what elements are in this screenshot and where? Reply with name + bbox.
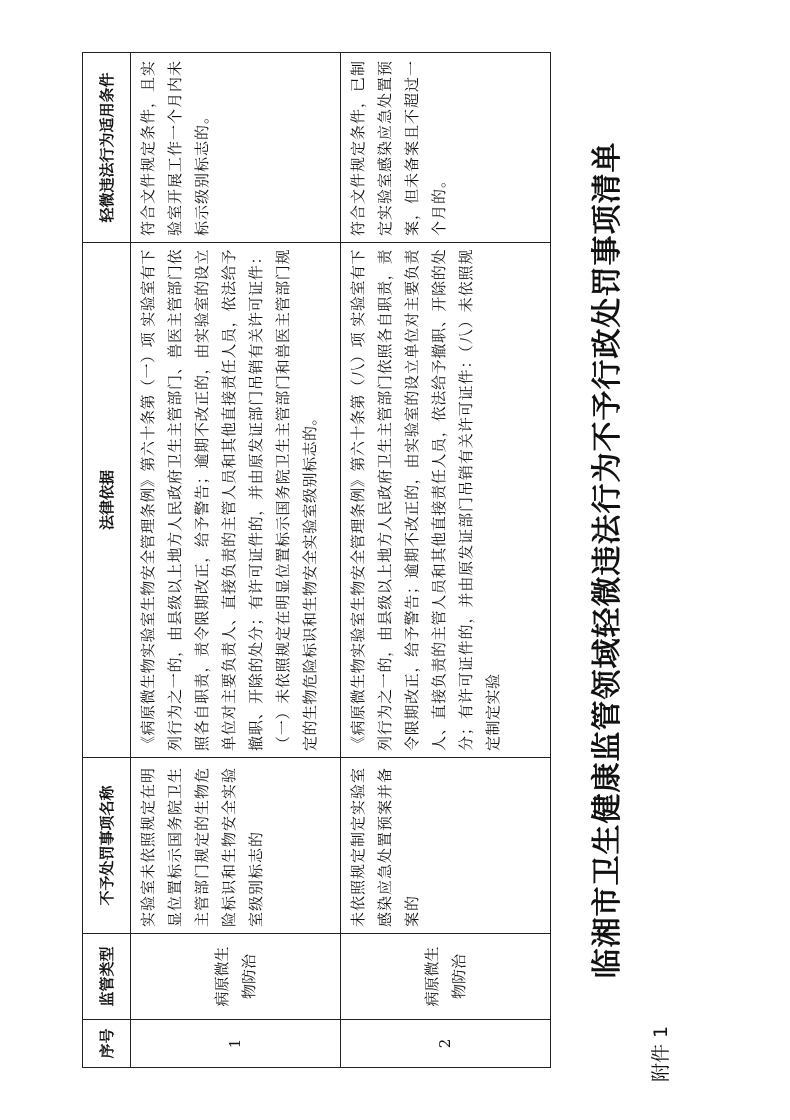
row-type: 病原微生物防治	[131, 934, 341, 1020]
penalty-exemption-table	[82, 52, 551, 1068]
header-item-name: 不予处罚事项名称	[83, 758, 131, 934]
header-no: 序号	[83, 1020, 131, 1068]
page-title: 临湘市卫生健康监管领域轻微违法行为不予行政处罚事项清单	[590, 141, 625, 979]
row-legal-basis: 《病原微生物实验室生物安全管理条例》第六十条第（一）项 实验室有下列行为之一的，由县级以上地方人民政府卫生主管部门、兽医主管部门依照各自职责，责令限期改正，给予警告；逾期不改正的，由实验室的设立单位对主要负责人、直接负责的主管人员和其他直接责任人员，依法给予撤职、开除的处分；有许可证件的，并由原发证部门吊销有关许可证件：（一）未依照规定在明显位置标示国务院卫生主管部门和兽医主管部门规定的生物危险标识和生物安全实验室级别标志的。	[131, 243, 341, 758]
header-legal-basis: 法律依据	[83, 243, 131, 758]
row-condition: 符合文件规定条件，且实验室开展工作一个月内未标示级别标志的。	[131, 53, 341, 243]
table-row	[341, 53, 551, 1068]
row-type: 病原微生物防治	[341, 934, 551, 1020]
header-type: 监管类型	[83, 934, 131, 1020]
table-row	[131, 53, 341, 1068]
row-legal-basis: 《病原微生物实验室生物安全管理条例》第六十条第（八）项 实验室有下列行为之一的，由县级以上地方人民政府卫生主管部门依照各自职责，责令限期改正，给予警告；逾期不改正的，由实验室的设立单位对主要负责人、直接负责的主管人员和其他直接责任人员，依法给予撤职、开除的处分；有许可证件的，并由原发证部门吊销有关许可证件：（八）未依照规定制定实验	[341, 243, 551, 758]
header-condition: 轻微违法行为适用条件	[83, 53, 131, 243]
row-item-name: 实验室未依照规定在明显位置标示国务院卫生主管部门规定的生物危险标识和生物安全实验室级别标志的	[131, 758, 341, 934]
table-header-row	[83, 53, 131, 1068]
row-item-name: 未依照规定制定实验室感染应急处置预案并备案的	[341, 758, 551, 934]
attachment-label: 附件 1	[650, 1025, 672, 1082]
row-condition: 符合文件规定条件，已制定实验室感染应急处置预案，但未备案且不超过一个月的。	[341, 53, 551, 243]
row-no: 2	[341, 1020, 551, 1068]
row-no: 1	[131, 1020, 341, 1068]
